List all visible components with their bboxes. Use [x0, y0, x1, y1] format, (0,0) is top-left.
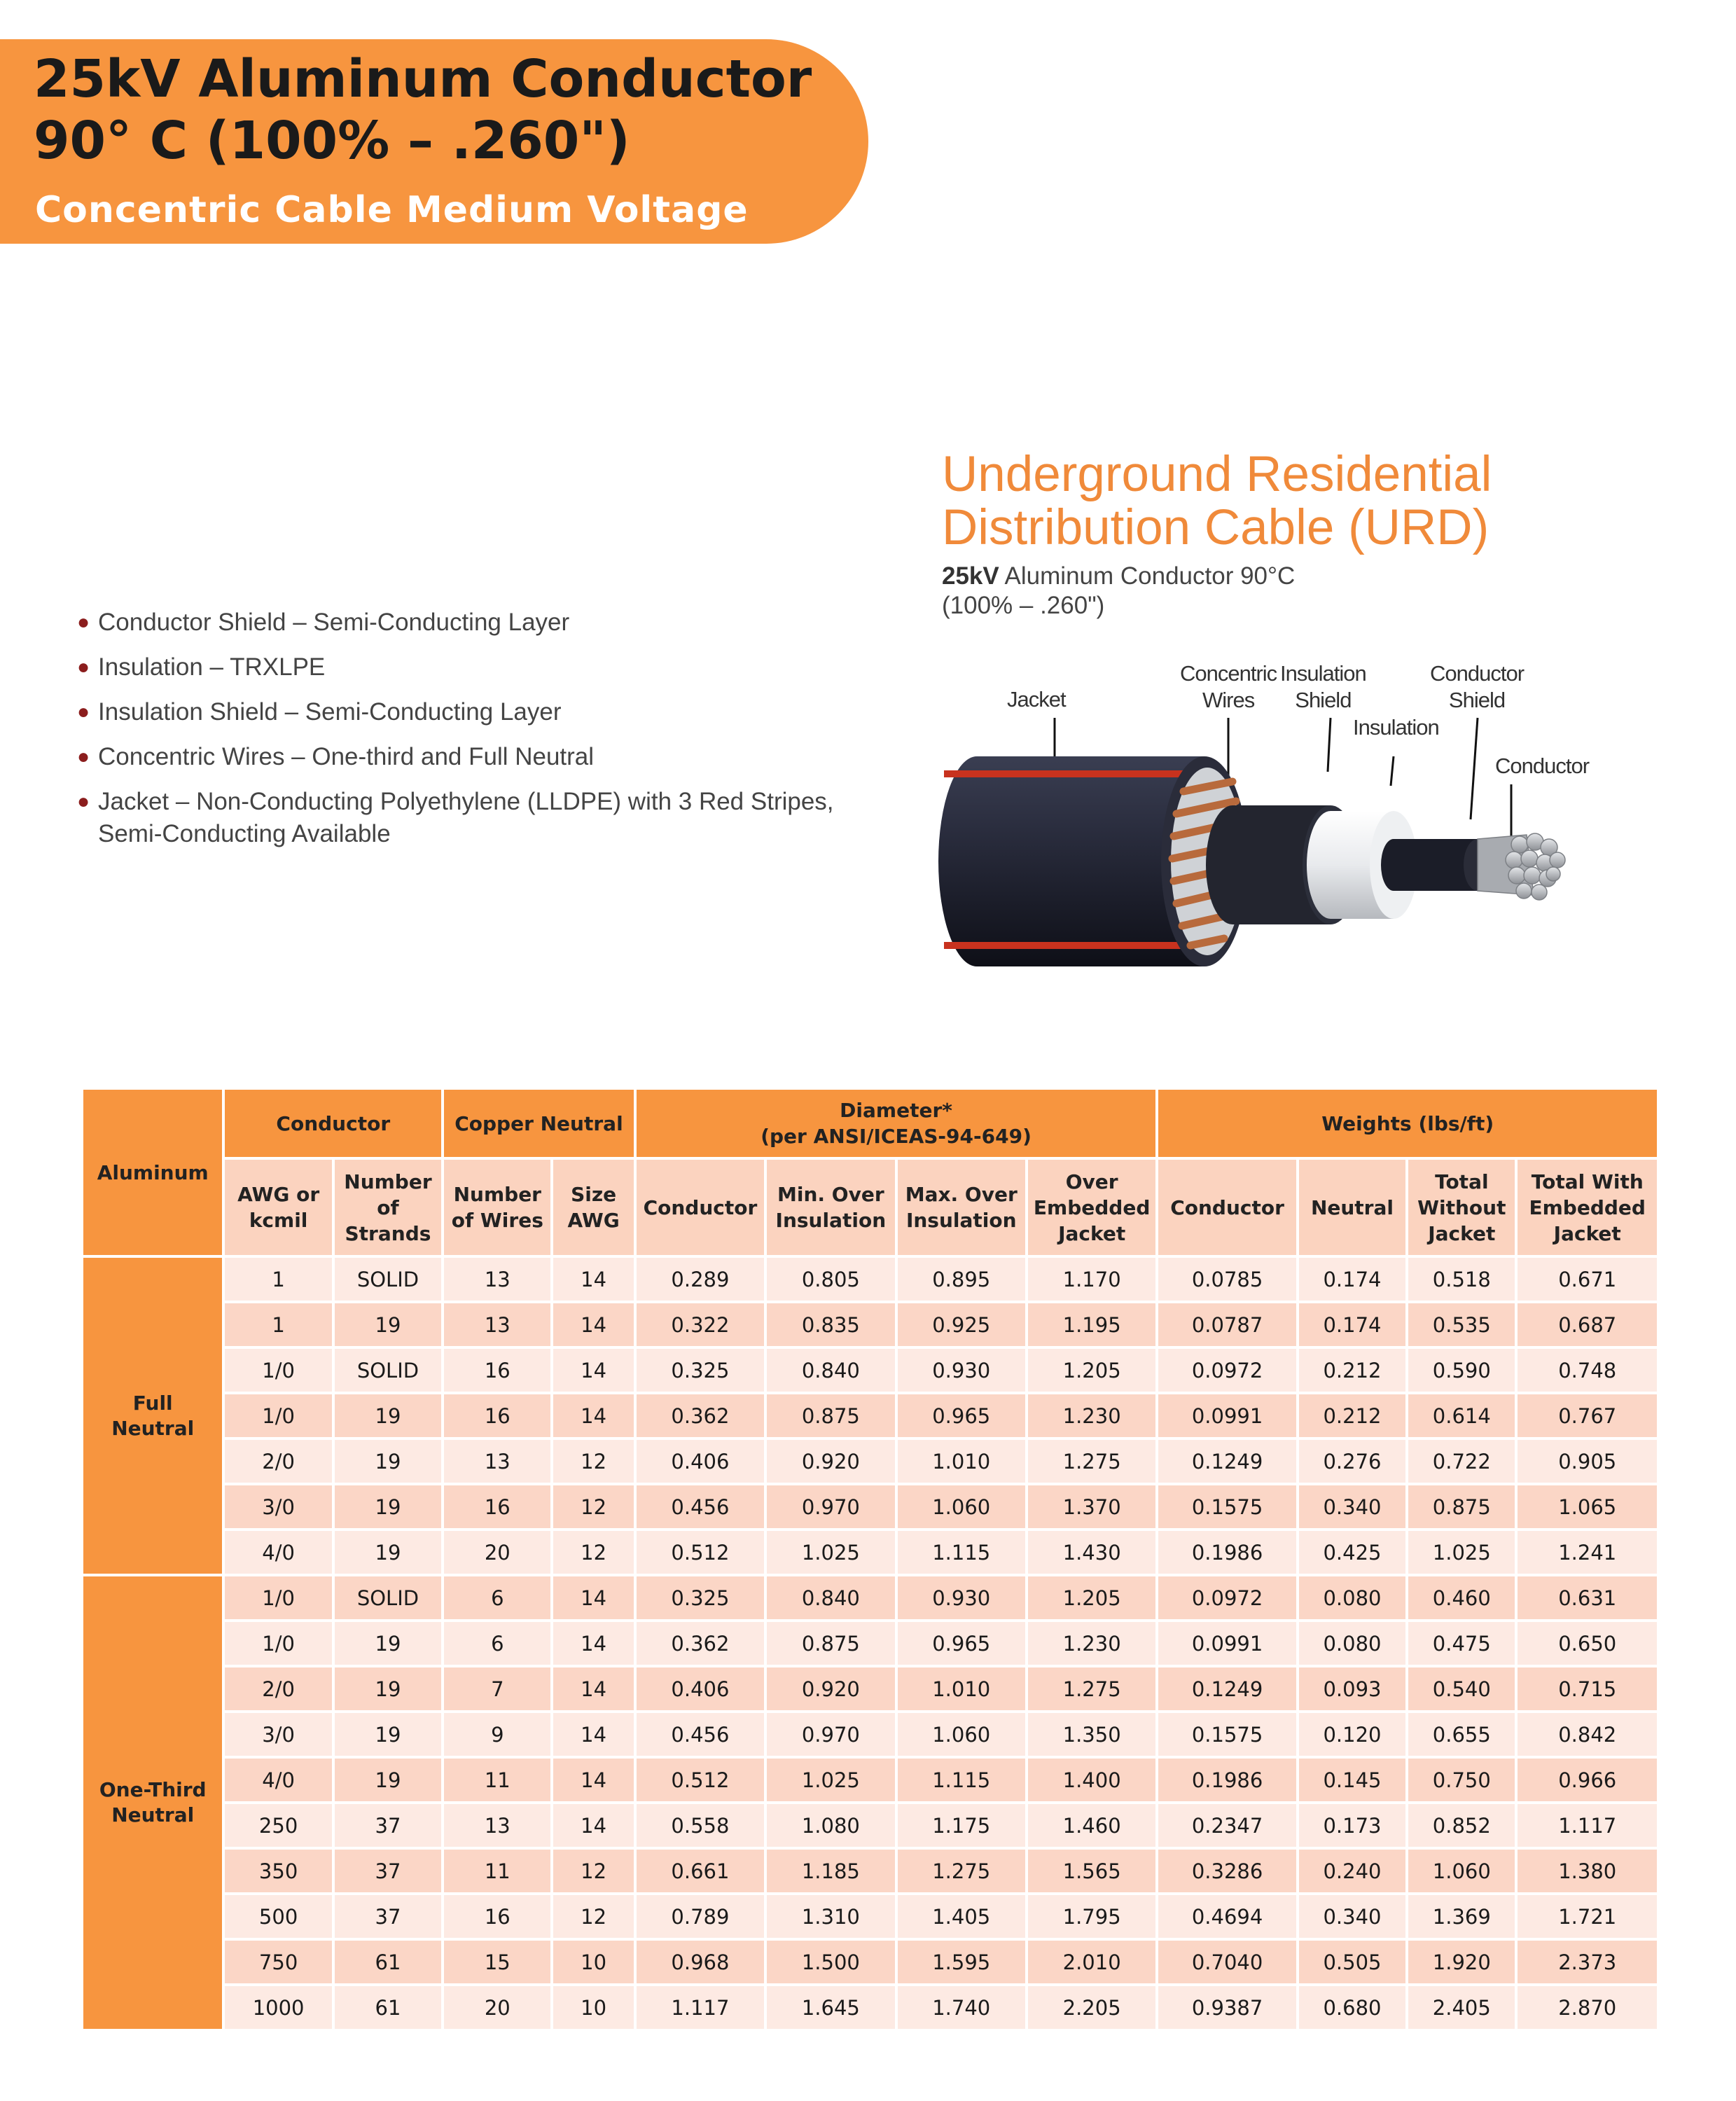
table-cell: 1: [225, 1258, 331, 1301]
table-cell: 0.289: [637, 1258, 764, 1301]
table-cell: 9: [444, 1713, 550, 1756]
table-row: [83, 1531, 1657, 1574]
table-row: [83, 1258, 1657, 1301]
table-cell: 13: [444, 1440, 550, 1483]
table-cell: 14: [553, 1258, 633, 1301]
table-cell: 1.721: [1518, 1895, 1657, 1938]
table-cell: 1.230: [1028, 1622, 1155, 1665]
table-cell: 750: [225, 1941, 331, 1983]
table-cell: 0.080: [1299, 1576, 1405, 1619]
table-cell: 19: [335, 1485, 441, 1528]
table-cell: 0.0972: [1158, 1349, 1296, 1392]
table-cell: 0.875: [767, 1622, 894, 1665]
table-cell: 0.145: [1299, 1759, 1405, 1801]
aluminum-strands: [1478, 833, 1565, 900]
table-cell: 12: [553, 1485, 633, 1528]
table-cell: 0.325: [637, 1576, 764, 1619]
table-cell: 0.512: [637, 1531, 764, 1574]
bullet-icon: ●: [77, 656, 90, 679]
bullet-icon: ●: [77, 790, 90, 813]
table-cell: 2.373: [1518, 1941, 1657, 1983]
table-row: [83, 1895, 1657, 1938]
column-header: Max. Over Insulation: [898, 1160, 1025, 1255]
label-concentric-wires: Concentric Wires: [1180, 661, 1277, 712]
column-header: Over Embedded Jacket: [1028, 1160, 1155, 1255]
table-cell: 0.965: [898, 1622, 1025, 1665]
table-cell: 10: [553, 1941, 633, 1983]
table-cell: SOLID: [335, 1258, 441, 1301]
table-cell: 4/0: [225, 1531, 331, 1574]
title-banner: [0, 39, 868, 244]
table-cell: 1.230: [1028, 1394, 1155, 1437]
table-cell: 61: [335, 1941, 441, 1983]
table-cell: SOLID: [335, 1349, 441, 1392]
table-cell: 12: [553, 1850, 633, 1892]
table-cell: 0.325: [637, 1349, 764, 1392]
table-cell: 0.456: [637, 1713, 764, 1756]
table-cell: 0.1249: [1158, 1440, 1296, 1483]
table-cell: SOLID: [335, 1576, 441, 1619]
table-cell: 7: [444, 1667, 550, 1710]
table-cell: 1000: [225, 1986, 331, 2029]
table-cell: 37: [335, 1850, 441, 1892]
table-cell: 0.0785: [1158, 1258, 1296, 1301]
table-cell: 0.4694: [1158, 1895, 1296, 1938]
table-cell: 14: [553, 1622, 633, 1665]
table-cell: 0.905: [1518, 1440, 1657, 1483]
table-cell: 12: [553, 1895, 633, 1938]
table-row: [83, 1850, 1657, 1892]
insulation-rating: (100% – .260"): [942, 592, 1105, 619]
table-row: [83, 1485, 1657, 1528]
table-cell: 20: [444, 1986, 550, 2029]
table-cell: 0.9387: [1158, 1986, 1296, 2029]
table-cell: 0.895: [898, 1258, 1025, 1301]
table-cell: 0.518: [1408, 1258, 1515, 1301]
table-cell: 0.460: [1408, 1576, 1515, 1619]
table-cell: 1.170: [1028, 1258, 1155, 1301]
table-cell: 0.425: [1299, 1531, 1405, 1574]
table-cell: 1.175: [898, 1804, 1025, 1847]
table-cell: 1.645: [767, 1986, 894, 2029]
table-cell: 16: [444, 1349, 550, 1392]
table-cell: 13: [444, 1804, 550, 1847]
table-cell: 13: [444, 1303, 550, 1346]
jacket-stripe: [944, 770, 1204, 777]
table-cell: 250: [225, 1804, 331, 1847]
table-cell: 37: [335, 1804, 441, 1847]
group-label: One-Third Neutral: [83, 1576, 222, 2029]
table-cell: 0.212: [1299, 1394, 1405, 1437]
table-cell: 1/0: [225, 1622, 331, 1665]
table-row: [83, 1986, 1657, 2029]
table-cell: 1.117: [1518, 1804, 1657, 1847]
header-diameter: Diameter* (per ANSI/ICEAS-94-649): [637, 1090, 1156, 1157]
table-cell: 1.400: [1028, 1759, 1155, 1801]
table-cell: 0.406: [637, 1440, 764, 1483]
table-cell: 1.185: [767, 1850, 894, 1892]
table-cell: 1/0: [225, 1394, 331, 1437]
table-row: [83, 1394, 1657, 1437]
feature-item: ● Insulation – TRXLPE: [98, 651, 840, 684]
table-cell: 0.1986: [1158, 1759, 1296, 1801]
table-cell: 350: [225, 1850, 331, 1892]
table-cell: 1.065: [1518, 1485, 1657, 1528]
table-cell: 0.650: [1518, 1622, 1657, 1665]
table-cell: 19: [335, 1303, 441, 1346]
table-cell: 16: [444, 1394, 550, 1437]
table-cell: 0.930: [898, 1576, 1025, 1619]
page-subtitle: Concentric Cable Medium Voltage: [35, 189, 749, 231]
table-cell: 1/0: [225, 1349, 331, 1392]
column-header: Number of Wires: [444, 1160, 550, 1255]
table-row: [83, 1804, 1657, 1847]
table-cell: 0.0991: [1158, 1622, 1296, 1665]
table-cell: 1.010: [898, 1667, 1025, 1710]
table-row: [83, 1759, 1657, 1801]
table-cell: 19: [335, 1713, 441, 1756]
table-cell: 0.505: [1299, 1941, 1405, 1983]
table-cell: 0.3286: [1158, 1850, 1296, 1892]
table-row: [83, 1576, 1657, 1619]
table-cell: 0.750: [1408, 1759, 1515, 1801]
header-conductor-group: Conductor: [225, 1090, 441, 1157]
table-cell: 6: [444, 1576, 550, 1619]
feature-list: [77, 606, 840, 863]
table-cell: 0.406: [637, 1667, 764, 1710]
table-cell: 1.080: [767, 1804, 894, 1847]
table-cell: 0.120: [1299, 1713, 1405, 1756]
table-cell: 1.205: [1028, 1349, 1155, 1392]
table-cell: 0.558: [637, 1804, 764, 1847]
table-cell: 0.970: [767, 1485, 894, 1528]
table-cell: 0.7040: [1158, 1941, 1296, 1983]
group-label: Full Neutral: [83, 1258, 222, 1574]
table-cell: 0.687: [1518, 1303, 1657, 1346]
column-header: Conductor: [1158, 1160, 1296, 1255]
table-cell: 1.010: [898, 1440, 1025, 1483]
bullet-icon: ●: [77, 611, 90, 634]
table-cell: 1.920: [1408, 1941, 1515, 1983]
table-cell: 1.060: [898, 1713, 1025, 1756]
table-cell: 1.740: [898, 1986, 1025, 2029]
table-cell: 1.025: [767, 1759, 894, 1801]
conductor-rating: Aluminum Conductor 90°C: [1004, 562, 1296, 590]
table-cell: 0.671: [1518, 1258, 1657, 1301]
table-cell: 10: [553, 1986, 633, 2029]
table-cell: 1.060: [1408, 1850, 1515, 1892]
table-cell: 0.1986: [1158, 1531, 1296, 1574]
table-cell: 0.852: [1408, 1804, 1515, 1847]
conductor-shield: [1381, 839, 1478, 891]
table-cell: 0.1249: [1158, 1667, 1296, 1710]
table-cell: 1.460: [1028, 1804, 1155, 1847]
table-cell: 14: [553, 1667, 633, 1710]
column-header: Total Without Jacket: [1408, 1160, 1515, 1255]
feature-item: ● Jacket – Non-Conducting Polyethylene (LLDPE) with 3 Red Stripes, Semi-Conducting Available: [98, 786, 840, 850]
table-cell: 0.968: [637, 1941, 764, 1983]
table-cell: 1.025: [1408, 1531, 1515, 1574]
table-cell: 0.842: [1518, 1713, 1657, 1756]
table-cell: 0.920: [767, 1440, 894, 1483]
table-cell: 1.500: [767, 1941, 894, 1983]
feature-item: ● Insulation Shield – Semi-Conducting Layer: [98, 696, 840, 728]
table-cell: 3/0: [225, 1485, 331, 1528]
table-cell: 0.212: [1299, 1349, 1405, 1392]
table-row: [83, 1713, 1657, 1756]
table-cell: 1.565: [1028, 1850, 1155, 1892]
table-cell: 1.405: [898, 1895, 1025, 1938]
table-cell: 0.1575: [1158, 1485, 1296, 1528]
table-cell: 0.965: [898, 1394, 1025, 1437]
table-cell: 2.870: [1518, 1986, 1657, 2029]
table-row: [83, 1303, 1657, 1346]
label-insulation-shield: Insulation Shield: [1280, 661, 1366, 712]
table-cell: 11: [444, 1759, 550, 1801]
table-cell: 15: [444, 1941, 550, 1983]
table-cell: 20: [444, 1531, 550, 1574]
table-cell: 0.340: [1299, 1895, 1405, 1938]
column-header: Number of Strands: [335, 1160, 441, 1255]
table-cell: 1.370: [1028, 1485, 1155, 1528]
table-cell: 16: [444, 1895, 550, 1938]
table-cell: 0.093: [1299, 1667, 1405, 1710]
table-row: [83, 1622, 1657, 1665]
table-cell: 0.789: [637, 1895, 764, 1938]
header-copper-neutral: Copper Neutral: [444, 1090, 634, 1157]
table-cell: 0.173: [1299, 1804, 1405, 1847]
column-header: Conductor: [637, 1160, 764, 1255]
table-cell: 500: [225, 1895, 331, 1938]
table-cell: 0.276: [1299, 1440, 1405, 1483]
table-cell: 3/0: [225, 1713, 331, 1756]
table-row: [83, 1349, 1657, 1392]
table-cell: 0.920: [767, 1667, 894, 1710]
table-cell: 4/0: [225, 1759, 331, 1801]
bullet-icon: ●: [77, 700, 90, 723]
label-insulation: Insulation: [1353, 715, 1439, 740]
header-weights: Weights (lbs/ft): [1158, 1090, 1657, 1157]
table-cell: 0.080: [1299, 1622, 1405, 1665]
table-cell: 1.795: [1028, 1895, 1155, 1938]
table-cell: 19: [335, 1622, 441, 1665]
spec-table: [81, 1087, 1660, 2032]
table-cell: 14: [553, 1804, 633, 1847]
table-cell: 1.275: [1028, 1440, 1155, 1483]
table-cell: 0.340: [1299, 1485, 1405, 1528]
table-cell: 0.875: [1408, 1485, 1515, 1528]
table-cell: 0.322: [637, 1303, 764, 1346]
table-cell: 0.715: [1518, 1667, 1657, 1710]
table-cell: 0.925: [898, 1303, 1025, 1346]
table-cell: 14: [553, 1576, 633, 1619]
table-cell: 0.0972: [1158, 1576, 1296, 1619]
table-cell: 6: [444, 1622, 550, 1665]
column-header: Neutral: [1299, 1160, 1405, 1255]
table-cell: 0.0787: [1158, 1303, 1296, 1346]
table-cell: 0.748: [1518, 1349, 1657, 1392]
table-cell: 14: [553, 1394, 633, 1437]
table-cell: 0.475: [1408, 1622, 1515, 1665]
table-cell: 14: [553, 1303, 633, 1346]
table-cell: 1.595: [898, 1941, 1025, 1983]
table-cell: 0.614: [1408, 1394, 1515, 1437]
label-jacket: Jacket: [1007, 687, 1066, 712]
page-title-line2: 90° C (100% – .260"): [34, 111, 630, 171]
table-cell: 0.0991: [1158, 1394, 1296, 1437]
table-cell: 19: [335, 1440, 441, 1483]
table-cell: 0.722: [1408, 1440, 1515, 1483]
header-aluminum: Aluminum: [83, 1090, 222, 1255]
table-cell: 1.275: [898, 1850, 1025, 1892]
table-cell: 0.590: [1408, 1349, 1515, 1392]
table-cell: 2/0: [225, 1440, 331, 1483]
label-conductor: Conductor: [1495, 754, 1590, 778]
table-cell: 1.205: [1028, 1576, 1155, 1619]
table-cell: 1.117: [637, 1986, 764, 2029]
table-cell: 37: [335, 1895, 441, 1938]
product-title-line1: Underground Residential: [942, 447, 1492, 502]
table-cell: 19: [335, 1531, 441, 1574]
table-cell: 1.195: [1028, 1303, 1155, 1346]
table-cell: 0.875: [767, 1394, 894, 1437]
table-cell: 0.840: [767, 1576, 894, 1619]
table-cell: 1.310: [767, 1895, 894, 1938]
table-cell: 0.966: [1518, 1759, 1657, 1801]
table-cell: 0.930: [898, 1349, 1025, 1392]
table-cell: 19: [335, 1759, 441, 1801]
table-cell: 1.430: [1028, 1531, 1155, 1574]
table-cell: 13: [444, 1258, 550, 1301]
table-cell: 19: [335, 1667, 441, 1710]
page-title-line1: 25kV Aluminum Conductor: [34, 49, 812, 109]
table-cell: 0.174: [1299, 1303, 1405, 1346]
table-cell: 1.115: [898, 1531, 1025, 1574]
table-cell: 1: [225, 1303, 331, 1346]
table-cell: 0.655: [1408, 1713, 1515, 1756]
cable-cross-section-diagram: [938, 651, 1625, 987]
column-header: Min. Over Insulation: [767, 1160, 894, 1255]
table-cell: 0.970: [767, 1713, 894, 1756]
jacket-stripe: [944, 942, 1204, 949]
table-cell: 0.174: [1299, 1258, 1405, 1301]
table-cell: 0.680: [1299, 1986, 1405, 2029]
table-cell: 0.362: [637, 1622, 764, 1665]
table-cell: 12: [553, 1531, 633, 1574]
product-subtitle: [942, 562, 1295, 620]
table-cell: 0.456: [637, 1485, 764, 1528]
table-cell: 1.275: [1028, 1667, 1155, 1710]
voltage-rating: 25kV: [942, 562, 999, 590]
table-cell: 14: [553, 1349, 633, 1392]
feature-item: ● Concentric Wires – One-third and Full Neutral: [98, 741, 840, 773]
table-cell: 1.060: [898, 1485, 1025, 1528]
table-row: [83, 1667, 1657, 1710]
column-header: Total With Embedded Jacket: [1518, 1160, 1657, 1255]
table-cell: 0.767: [1518, 1394, 1657, 1437]
table-cell: 0.631: [1518, 1576, 1657, 1619]
table-cell: 0.535: [1408, 1303, 1515, 1346]
product-title: [942, 448, 1492, 555]
table-cell: 1.369: [1408, 1895, 1515, 1938]
table-row: [83, 1440, 1657, 1483]
table-cell: 0.512: [637, 1759, 764, 1801]
table-cell: 14: [553, 1759, 633, 1801]
table-cell: 2.405: [1408, 1986, 1515, 2029]
table-cell: 1/0: [225, 1576, 331, 1619]
table-cell: 2/0: [225, 1667, 331, 1710]
table-cell: 0.540: [1408, 1667, 1515, 1710]
table-cell: 1.380: [1518, 1850, 1657, 1892]
column-header: Size AWG: [553, 1160, 633, 1255]
table-cell: 0.661: [637, 1850, 764, 1892]
table-cell: 1.115: [898, 1759, 1025, 1801]
table-cell: 0.835: [767, 1303, 894, 1346]
bullet-icon: ●: [77, 745, 90, 768]
table-cell: 1.350: [1028, 1713, 1155, 1756]
table-cell: 12: [553, 1440, 633, 1483]
product-title-line2: Distribution Cable (URD): [942, 500, 1490, 555]
table-cell: 14: [553, 1713, 633, 1756]
table-cell: 0.362: [637, 1394, 764, 1437]
column-header: AWG or kcmil: [225, 1160, 331, 1255]
table-cell: 61: [335, 1986, 441, 2029]
table-cell: 0.1575: [1158, 1713, 1296, 1756]
feature-item: ● Conductor Shield – Semi-Conducting Layer: [98, 606, 840, 639]
table-cell: 19: [335, 1394, 441, 1437]
table-cell: 0.805: [767, 1258, 894, 1301]
table-cell: 0.2347: [1158, 1804, 1296, 1847]
table-cell: 11: [444, 1850, 550, 1892]
table-cell: 0.240: [1299, 1850, 1405, 1892]
table-cell: 16: [444, 1485, 550, 1528]
table-cell: 1.241: [1518, 1531, 1657, 1574]
table-cell: 2.010: [1028, 1941, 1155, 1983]
table-cell: 1.025: [767, 1531, 894, 1574]
table-cell: 0.840: [767, 1349, 894, 1392]
table-row: [83, 1941, 1657, 1983]
table-cell: 2.205: [1028, 1986, 1155, 2029]
label-conductor-shield: Conductor Shield: [1430, 661, 1525, 712]
